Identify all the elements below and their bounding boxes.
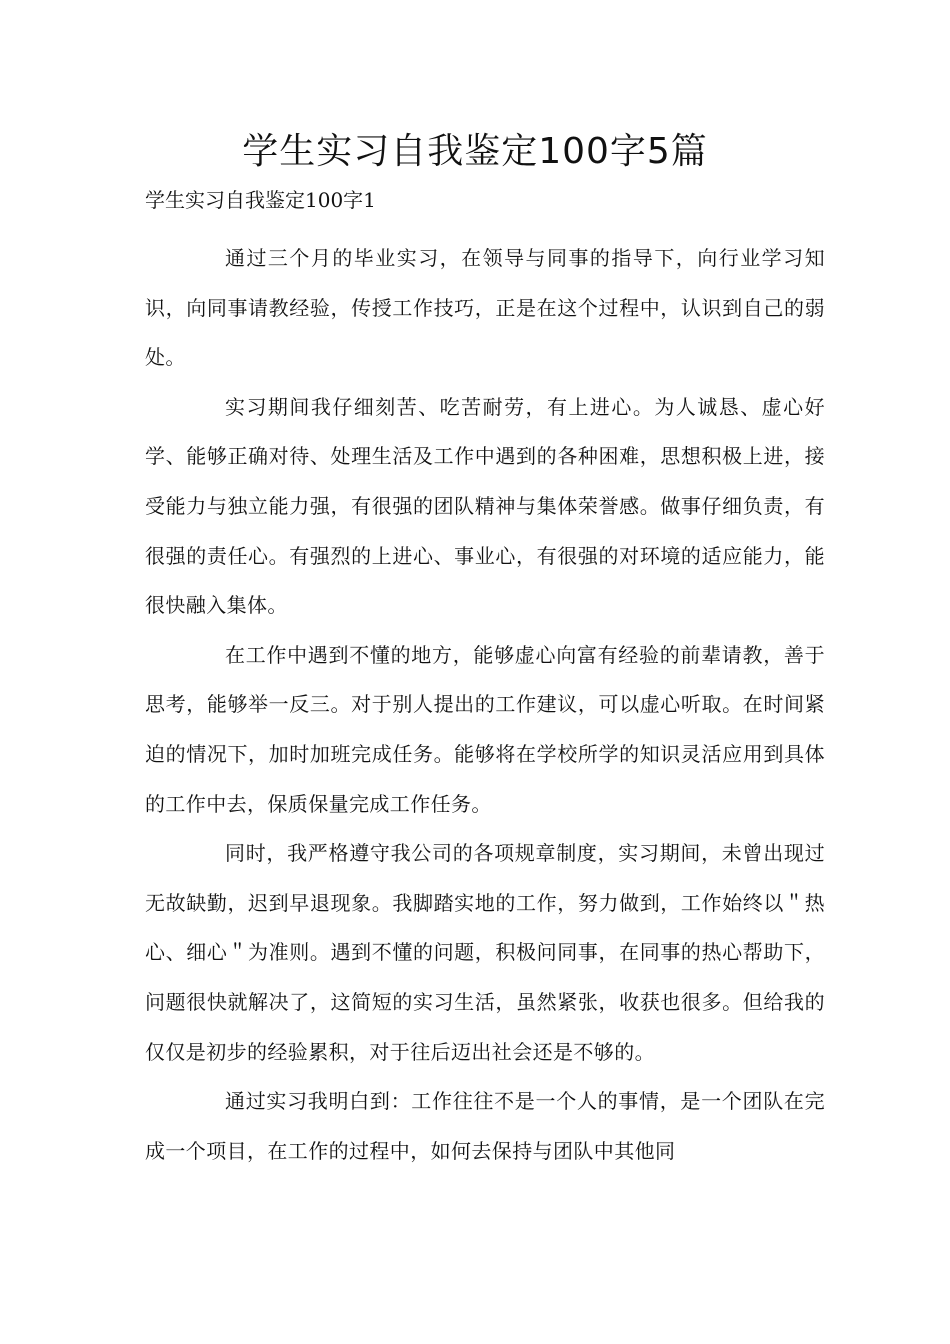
paragraph-5: 通过实习我明白到：工作往往不是一个人的事情，是一个团队在完成一个项目，在工作的过程中，如何去保持与团队中其他同: [145, 1089, 825, 1163]
document-body: [145, 234, 825, 1176]
section-heading: 学生实习自我鉴定100字1: [145, 188, 376, 212]
paragraph-2: 实习期间我仔细刻苦、吃苦耐劳，有上进心。为人诚恳、虚心好学、能够正确对待、处理生活及工作中遇到的各种困难，思想积极上进，接受能力与独立能力强，有很强的团队精神与集体荣誉感。做事仔细负责，有很强的责任心。有强烈的上进心、事业心，有很强的对环境的适应能力，能很快融入集体。: [145, 394, 825, 618]
paragraph-3: 在工作中遇到不懂的地方，能够虚心向富有经验的前辈请教，善于思考，能够举一反三。对于别人提出的工作建议，可以虚心听取。在时间紧迫的情况下，加时加班完成任务。能够将在学校所学的知识灵活应用到具体的工作中去，保质保量完成工作任务。: [145, 642, 825, 816]
document-title: 学生实习自我鉴定100字5篇: [242, 131, 708, 172]
paragraph-1: 通过三个月的毕业实习，在领导与同事的指导下，向行业学习知识，向同事请教经验，传授工作技巧，正是在这个过程中，认识到自己的弱处。: [145, 246, 825, 370]
paragraph-4: 同时，我严格遵守我公司的各项规章制度，实习期间，未曾出现过无故缺勤，迟到早退现象。我脚踏实地的工作，努力做到，工作始终以＂热心、细心＂为准则。遇到不懂的问题，积极问同事，在同事的热心帮助下，问题很快就解决了，这简短的实习生活，虽然紧张，收获也很多。但给我的仅仅是初步的经验累积，对于往后迈出社会还是不够的。: [145, 841, 825, 1064]
